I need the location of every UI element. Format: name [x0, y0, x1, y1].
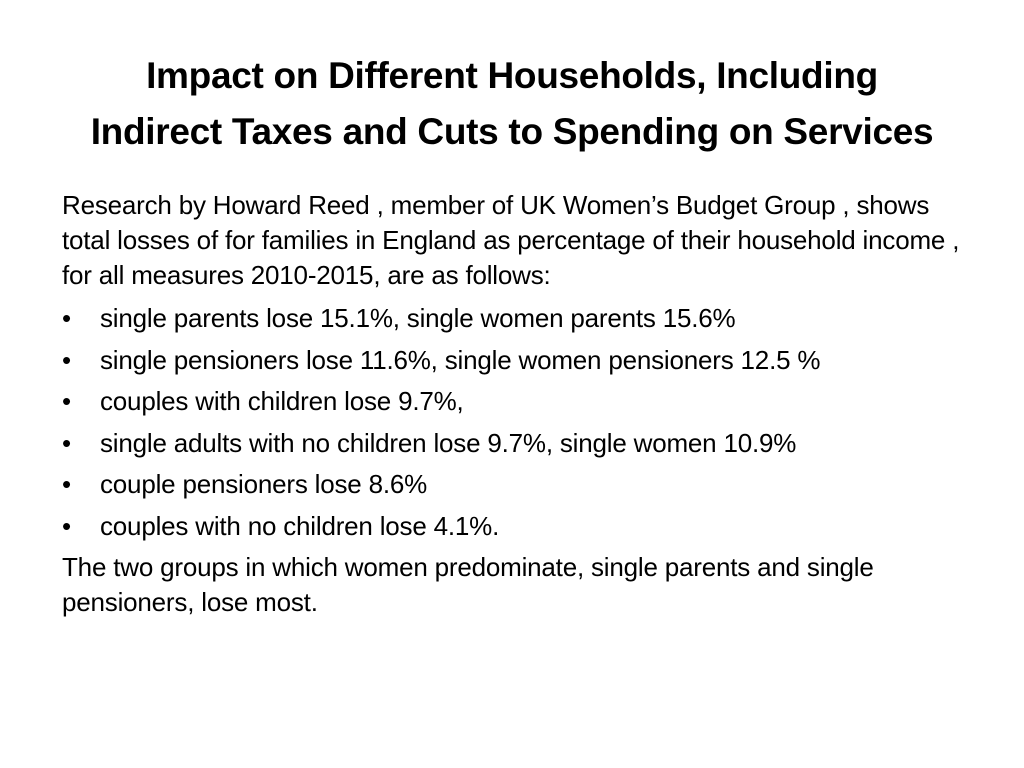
bullet-item: [62, 384, 962, 419]
bullet-dot-icon: •: [62, 386, 71, 416]
bullet-dot-icon: •: [62, 469, 71, 499]
bullet-item: [62, 509, 962, 544]
bullet-dot-icon: •: [62, 427, 71, 458]
bullet-item: [62, 426, 962, 461]
bullet-text: single adults with no children lose 9.7%, single women 10.9%: [100, 427, 797, 458]
bullet-item: [62, 301, 962, 336]
title-line-2: Indirect Taxes and Cuts to Spending on Services: [90, 111, 934, 152]
bullet-dot-icon: •: [62, 303, 71, 333]
bullet-text: single parents lose 15.1%, single women parents 15.6%: [100, 303, 736, 333]
slide-title: [40, 48, 984, 160]
bullet-dot-icon: •: [62, 344, 71, 375]
bullet-text: couples with children lose 9.7%,: [100, 386, 464, 416]
bullet-text: couple pensioners lose 8.6%: [100, 469, 428, 499]
title-line-1: Impact on Different Households, Including: [146, 55, 878, 96]
bullet-text: couples with no children lose 4.1%.: [100, 510, 500, 541]
bullet-item: [62, 343, 962, 378]
bullet-dot-icon: •: [62, 510, 71, 541]
slide-body: [62, 188, 962, 620]
bullet-item: [62, 467, 962, 502]
intro-paragraph: Research by Howard Reed , member of UK Women’s Budget Group , shows total losses of for families in England as percentage of their household income , for all measures 2010-2015, are as follows:: [62, 190, 960, 290]
bullet-text: single pensioners lose 11.6%, single women pensioners 12.5 %: [100, 344, 821, 375]
bullet-list: [62, 301, 962, 544]
conclusion-paragraph: The two groups in which women predominate, single parents and single pensioners, lose most.: [62, 552, 874, 617]
